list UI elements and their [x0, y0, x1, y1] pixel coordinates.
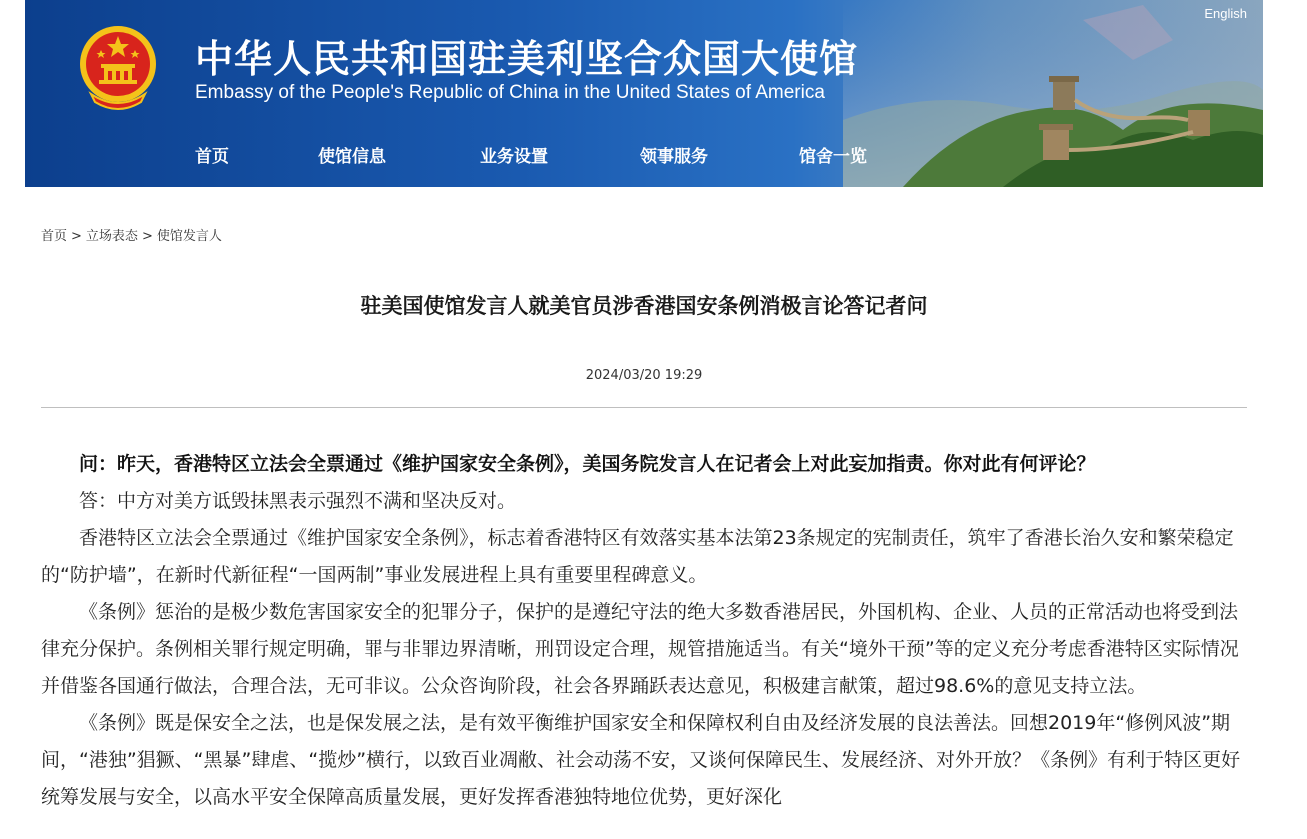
- nav-item-services[interactable]: 业务设置: [480, 147, 548, 167]
- article-paragraph: 《条例》惩治的是极少数危害国家安全的犯罪分子，保护的是遵纪守法的绝大多数香港居民，外国机构、企业、人员的正常活动也将受到法律充分保护。条例相关罪行规定明确，罪与非罪边界清晰，刑罚设定合理，规管措施适当。有关“境外干预”等的定义充分考虑香港特区实际情况并借鉴各国通行做法，合理合法，无可非议。公众咨询阶段，社会各界踊跃表达意见，积极建言献策，超过98.6%的意见支持立法。: [41, 601, 1239, 697]
- main-nav: [195, 142, 867, 166]
- national-emblem-icon: [77, 24, 159, 112]
- article-paragraph: 香港特区立法会全票通过《维护国家安全条例》，标志着香港特区有效落实基本法第23条规定的宪制责任，筑牢了香港长治久安和繁荣稳定的“防护墙”，在新时代新征程“一国两制”事业发展进程上具有重要里程碑意义。: [41, 527, 1234, 586]
- great-wall-landscape-image: [843, 0, 1263, 187]
- nav-item-home[interactable]: 首页: [195, 147, 229, 167]
- nav-item-premises[interactable]: 馆舍一览: [799, 147, 867, 167]
- article-paragraph: 《条例》既是保安全之法，也是保发展之法，是有效平衡维护国家安全和保障权利自由及经济发展的良法善法。回想2019年“修例风波”期间，“港独”猖獗、“黑暴”肆虐、“揽炒”横行，以致百业凋敝、社会动荡不安，又谈何保障民生、发展经济、对外开放？《条例》有利于特区更好统筹发展与安全，以高水平安全保障高质量发展，更好发挥香港独特地位优势，更好深化: [41, 712, 1241, 808]
- title-divider: [41, 407, 1247, 408]
- english-language-link[interactable]: English: [1204, 6, 1247, 21]
- site-title-chinese: 中华人民共和国驻美利坚合众国大使馆: [195, 37, 859, 81]
- breadcrumb-separator: >: [141, 229, 153, 244]
- article-date: 2024/03/20 19:29: [585, 368, 703, 383]
- nav-item-consular[interactable]: 领事服务: [640, 147, 708, 167]
- article-paragraph-question: 问：昨天，香港特区立法会全票通过《维护国家安全条例》，美国务院发言人在记者会上对此妄加指责。你对此有何评论？: [79, 453, 1096, 475]
- article-title: 驻美国使馆发言人就美官员涉香港国安条例消极言论答记者问: [360, 294, 928, 318]
- breadcrumb-positions[interactable]: 立场表态: [85, 229, 138, 244]
- header-banner: [25, 0, 1263, 187]
- breadcrumb-home[interactable]: 首页: [41, 229, 68, 244]
- breadcrumb-separator: >: [71, 229, 82, 244]
- site-title-english: Embassy of the People's Republic of China in the United States of America: [195, 82, 825, 103]
- breadcrumb: [41, 225, 222, 244]
- nav-item-embassy-info[interactable]: 使馆信息: [318, 147, 386, 167]
- breadcrumb-spokesperson[interactable]: 使馆发言人: [156, 229, 222, 244]
- article-body: [41, 446, 1247, 816]
- article-paragraph-answer: 答：中方对美方诋毁抹黑表示强烈不满和坚决反对。: [79, 490, 517, 512]
